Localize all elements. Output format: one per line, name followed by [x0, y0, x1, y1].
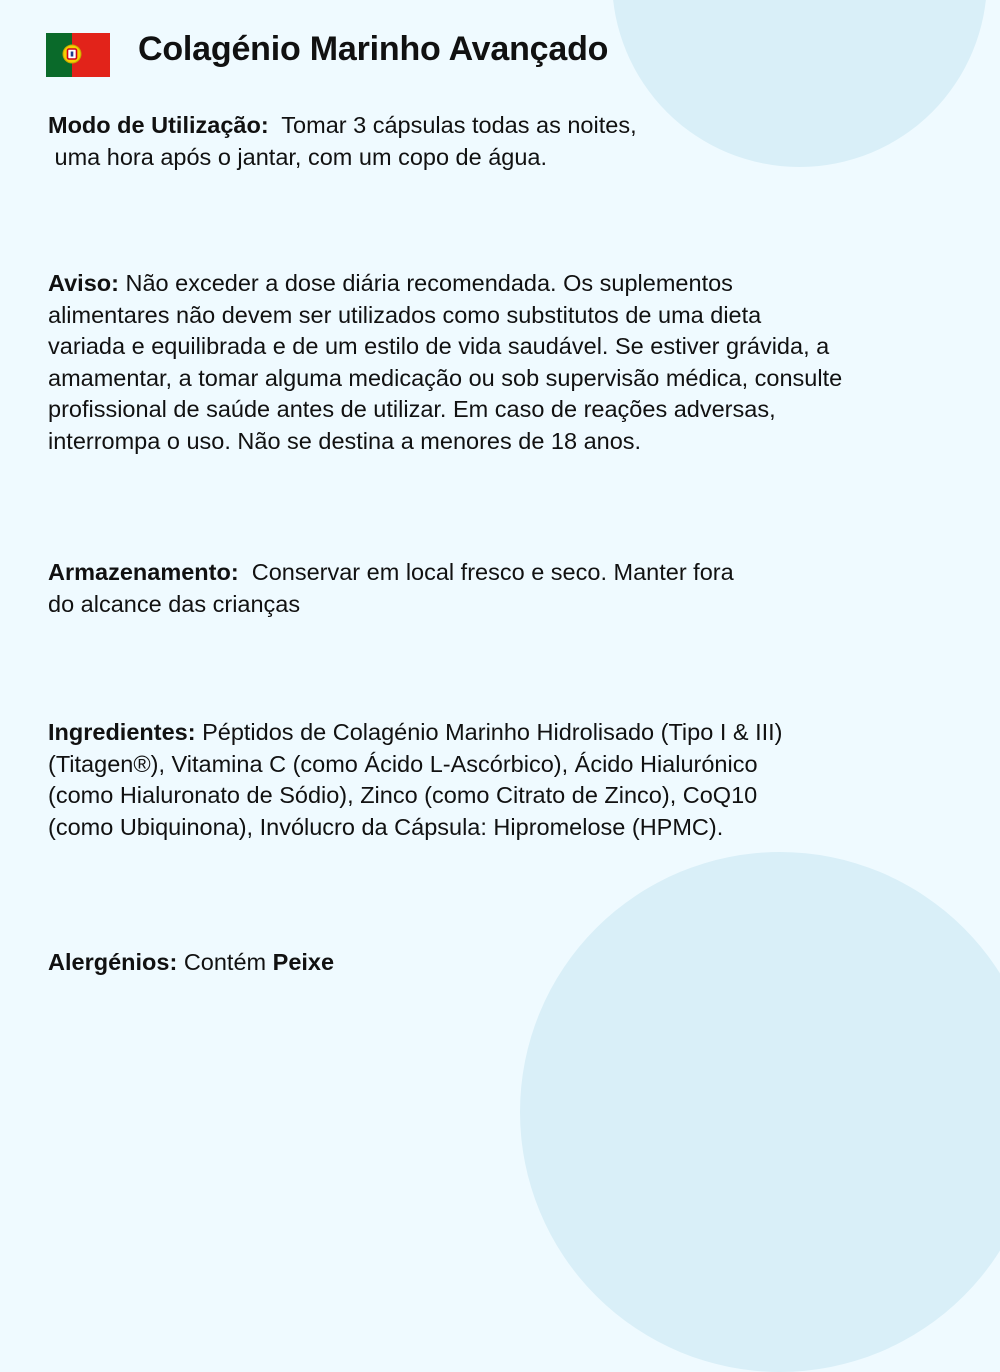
storage-label: Armazenamento: — [48, 559, 239, 585]
warning-line-4: amamentar, a tomar alguma medicação ou sob supervisão médica, consulte — [48, 364, 843, 391]
usage-line-1: Modo de Utilização: Tomar 3 cápsulas todas as noites, — [48, 112, 637, 138]
allergens-label: Alergénios: — [48, 949, 178, 975]
allergens-section — [48, 947, 998, 979]
ingredients-label: Ingredientes: — [48, 719, 196, 745]
warning-line-2: alimentares não devem ser utilizados como substitutos de uma dieta — [48, 301, 762, 328]
ingredients-line-2: (Titagen®), Vitamina C (como Ácido L-Ascórbico), Ácido Hialurónico — [48, 750, 758, 777]
ingredients-line-1: Ingredientes: Péptidos de Colagénio Marinho Hidrolisado (Tipo I & III) — [48, 719, 783, 745]
usage-section — [48, 110, 998, 173]
portugal-flag-icon — [46, 33, 110, 77]
decorative-circle-bottom — [520, 852, 1000, 1372]
ingredients-line-4: (como Ubiquinona), Invólucro da Cápsula: Hipromelose (HPMC). — [48, 813, 724, 840]
warning-line-1: Aviso: Não exceder a dose diária recomendada. Os suplementos — [48, 270, 733, 296]
storage-section — [48, 557, 998, 620]
usage-label: Modo de Utilização: — [48, 112, 269, 138]
page-title: Colagénio Marinho Avançado — [138, 30, 609, 68]
warning-section — [48, 268, 998, 457]
warning-line-3: variada e equilibrada e de um estilo de vida saudável. Se estiver grávida, a — [48, 333, 830, 359]
storage-line-1: Armazenamento: Conservar em local fresco e seco. Manter fora — [48, 559, 734, 585]
allergens-highlight: Peixe — [272, 949, 335, 975]
warning-label: Aviso: — [48, 270, 119, 296]
allergens-text: Contém — [183, 949, 267, 975]
usage-line-2: uma hora após o jantar, com um copo de água. — [54, 143, 548, 170]
ingredients-section — [48, 717, 998, 843]
allergens-line — [48, 947, 998, 979]
ingredients-line-3: (como Hialuronato de Sódio), Zinco (como Citrato de Zinco), CoQ10 — [48, 782, 758, 808]
warning-line-5: profissional de saúde antes de utilizar. Em caso de reações adversas, — [48, 396, 776, 422]
warning-line-6: interrompa o uso. Não se destina a menores de 18 anos. — [48, 427, 642, 454]
storage-line-2: do alcance das crianças — [48, 590, 301, 617]
